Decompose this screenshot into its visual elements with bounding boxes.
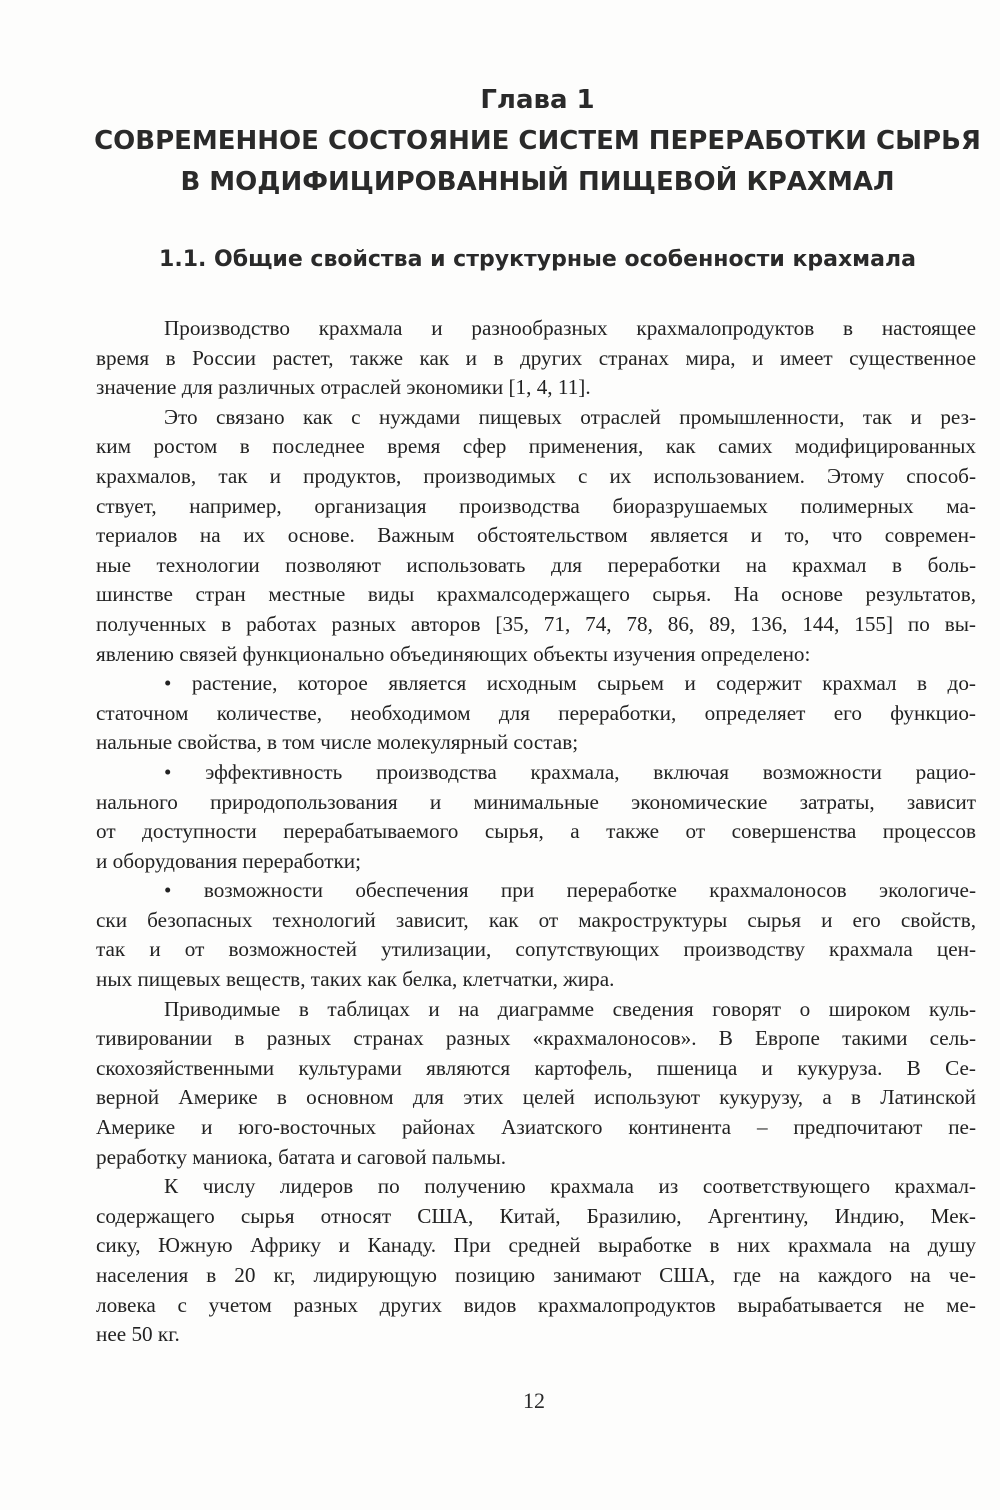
page-number: 12 — [523, 1388, 545, 1413]
text-line: • возможности обеспечения при переработке крахмалоносов экологиче- — [164, 878, 976, 903]
text-line: явлению связей функционально объединяющих объекты изучения определено: — [96, 641, 811, 666]
text-line: нального природопользования и минимальные экономические затраты, зависит — [96, 789, 976, 814]
chapter-title-line-2: В МОДИФИЦИРОВАННЫЙ ПИЩЕВОЙ КРАХМАЛ — [180, 167, 895, 197]
paragraph — [96, 995, 976, 1173]
bullet-item — [96, 669, 976, 758]
text-line: время в России растет, также как и в других странах мира, и имеет существенное — [96, 345, 976, 370]
bullet-item — [96, 876, 976, 994]
text-line: содержащего сырья относят США, Китай, Бразилию, Аргентину, Индию, Мек- — [96, 1203, 976, 1228]
text-line: • эффективность производства крахмала, включая возможности рацио- — [164, 759, 976, 784]
text-line: верной Америке в основном для этих целей используют кукурузу, а в Латинской — [96, 1085, 976, 1110]
section-title: 1.1. Общие свойства и структурные особенности крахмала — [159, 247, 916, 272]
text-line: так и от возможностей утилизации, сопутствующих производству крахмала цен- — [96, 937, 976, 962]
text-line: ловека с учетом разных других видов крахмалопродуктов вырабатывается не ме- — [96, 1292, 976, 1317]
text-line: крахмалов, так и продуктов, производимых с их использованием. Этому способ- — [96, 463, 976, 488]
body-text — [96, 314, 976, 1350]
text-line: К числу лидеров по получению крахмала из соответствующего крахмал- — [164, 1174, 976, 1199]
text-line: ные технологии позволяют использовать для переработки на крахмал в боль- — [96, 552, 976, 577]
text-line: Америке и юго-восточных районах Азиатского континента – предпочитают пе- — [96, 1115, 976, 1140]
text-line: нальные свойства, в том числе молекулярный состав; — [96, 730, 579, 755]
text-line: ствует, например, организация производства биоразрушаемых полимерных ма- — [96, 493, 976, 518]
text-line: ных пищевых веществ, таких как белка, клетчатки, жира. — [96, 967, 615, 992]
text-line: ким ростом в последнее время сфер применения, как самих модифицированных — [96, 434, 976, 459]
text-line: ски безопасных технологий зависит, как от макроструктуры сырья и его свойств, — [96, 907, 976, 932]
text-line: Это связано как с нуждами пищевых отраслей промышленности, так и рез- — [164, 404, 976, 429]
text-line: • растение, которое является исходным сырьем и содержит крахмал в до- — [164, 671, 976, 696]
text-line: Производство крахмала и разнообразных крахмалопродуктов в настоящее — [164, 316, 976, 340]
text-line: реработку маниока, батата и саговой пальмы. — [96, 1144, 507, 1169]
chapter-heading — [60, 80, 1000, 203]
text-line: полученных в работах разных авторов [35, 71, 74, 78, 86, 89, 136, 144, 155] по вы- — [96, 611, 976, 636]
paragraph — [96, 403, 976, 669]
chapter-label: Глава 1 — [480, 85, 595, 115]
text-line: сику, Южную Африку и Канаду. При средней выработке в них крахмала на душу — [96, 1233, 976, 1258]
text-line: и оборудования переработки; — [96, 848, 362, 873]
text-line: тивировании в разных странах разных «крахмалоносов». В Европе такими сель- — [96, 1026, 976, 1051]
text-line: шинстве стран местные виды крахмалсодержащего сырья. На основе результатов, — [96, 582, 976, 607]
text-line: скохозяйственными культурами являются картофель, пшеница и кукуруза. В Се- — [96, 1055, 976, 1080]
text-line: статочном количестве, необходимом для переработки, определяет его функцио- — [96, 700, 976, 725]
text-line: от доступности перерабатываемого сырья, а также от совершенства процессов — [96, 819, 976, 844]
paragraph — [96, 1172, 976, 1350]
text-line: Приводимые в таблицах и на диаграмме сведения говорят о широком куль- — [164, 996, 976, 1021]
chapter-title-line-1: СОВРЕМЕННОЕ СОСТОЯНИЕ СИСТЕМ ПЕРЕРАБОТКИ СЫРЬЯ — [94, 126, 981, 156]
text-line: териалов на их основе. Важным обстоятельством является и то, что современ- — [96, 523, 976, 548]
text-line: нее 50 кг. — [96, 1322, 180, 1347]
text-line: населения в 20 кг, лидирующую позицию занимают США, где на каждого на че- — [96, 1263, 976, 1287]
text-line: значение для различных отраслей экономики [1, 4, 11]. — [96, 375, 591, 400]
paragraph — [96, 314, 976, 403]
bullet-item — [96, 758, 976, 876]
